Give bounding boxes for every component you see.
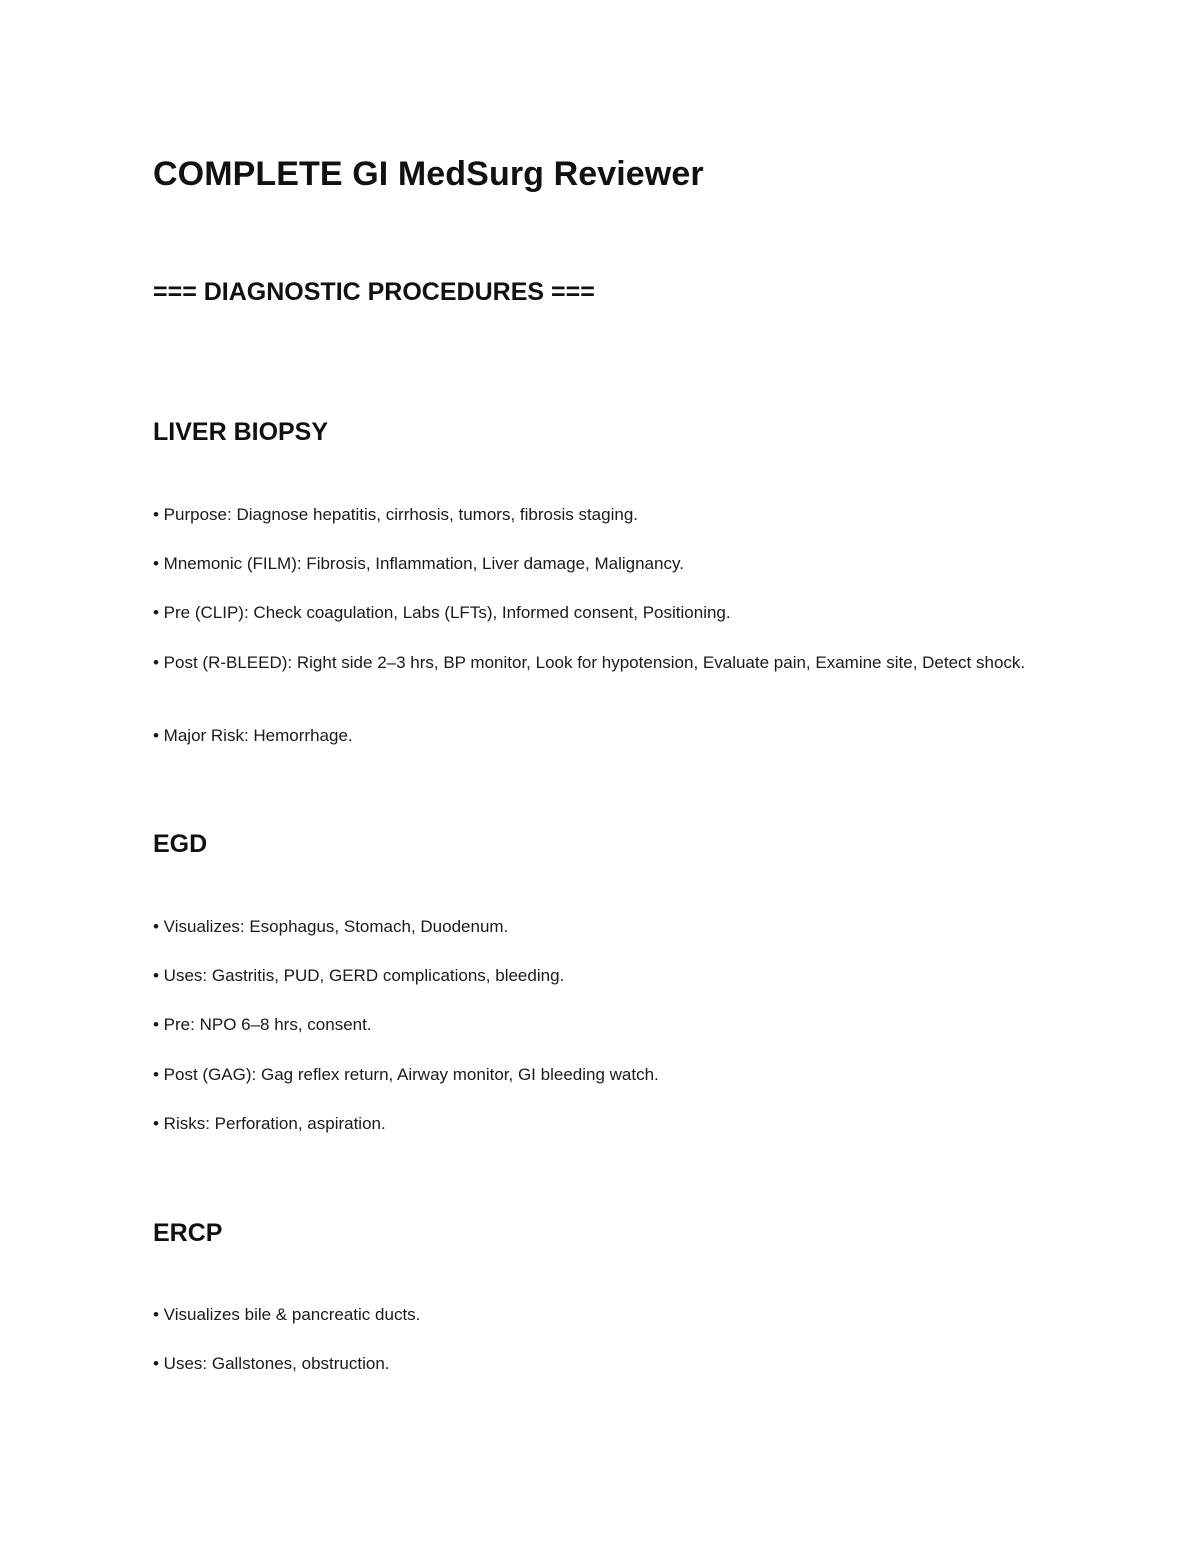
- section-header-diagnostic-procedures: === DIAGNOSTIC PROCEDURES ===: [153, 278, 595, 306]
- bullet-item: • Pre (CLIP): Check coagulation, Labs (LFTs), Informed consent, Positioning.: [153, 603, 731, 622]
- bullet-item: • Uses: Gallstones, obstruction.: [153, 1354, 390, 1373]
- document-title: COMPLETE GI MedSurg Reviewer: [153, 155, 704, 193]
- bullet-item: • Purpose: Diagnose hepatitis, cirrhosis, tumors, fibrosis staging.: [153, 505, 638, 524]
- bullet-item: • Post (R-BLEED): Right side 2–3 hrs, BP monitor, Look for hypotension, Evaluate pain, Examine site, Detect shock.: [153, 653, 1026, 672]
- bullet-item: • Mnemonic (FILM): Fibrosis, Inflammation, Liver damage, Malignancy.: [153, 554, 684, 573]
- heading-liver-biopsy: LIVER BIOPSY: [153, 418, 329, 446]
- bullet-item: • Pre: NPO 6–8 hrs, consent.: [153, 1015, 372, 1034]
- heading-ercp: ERCP: [153, 1219, 223, 1247]
- heading-egd: EGD: [153, 830, 208, 858]
- bullet-item: • Uses: Gastritis, PUD, GERD complications, bleeding.: [153, 966, 565, 985]
- bullet-item: • Risks: Perforation, aspiration.: [153, 1114, 386, 1133]
- bullet-item: • Visualizes bile & pancreatic ducts.: [153, 1305, 421, 1324]
- bullet-item: • Major Risk: Hemorrhage.: [153, 726, 353, 745]
- bullet-item: • Post (GAG): Gag reflex return, Airway monitor, GI bleeding watch.: [153, 1065, 659, 1084]
- bullet-item: • Visualizes: Esophagus, Stomach, Duodenum.: [153, 917, 509, 936]
